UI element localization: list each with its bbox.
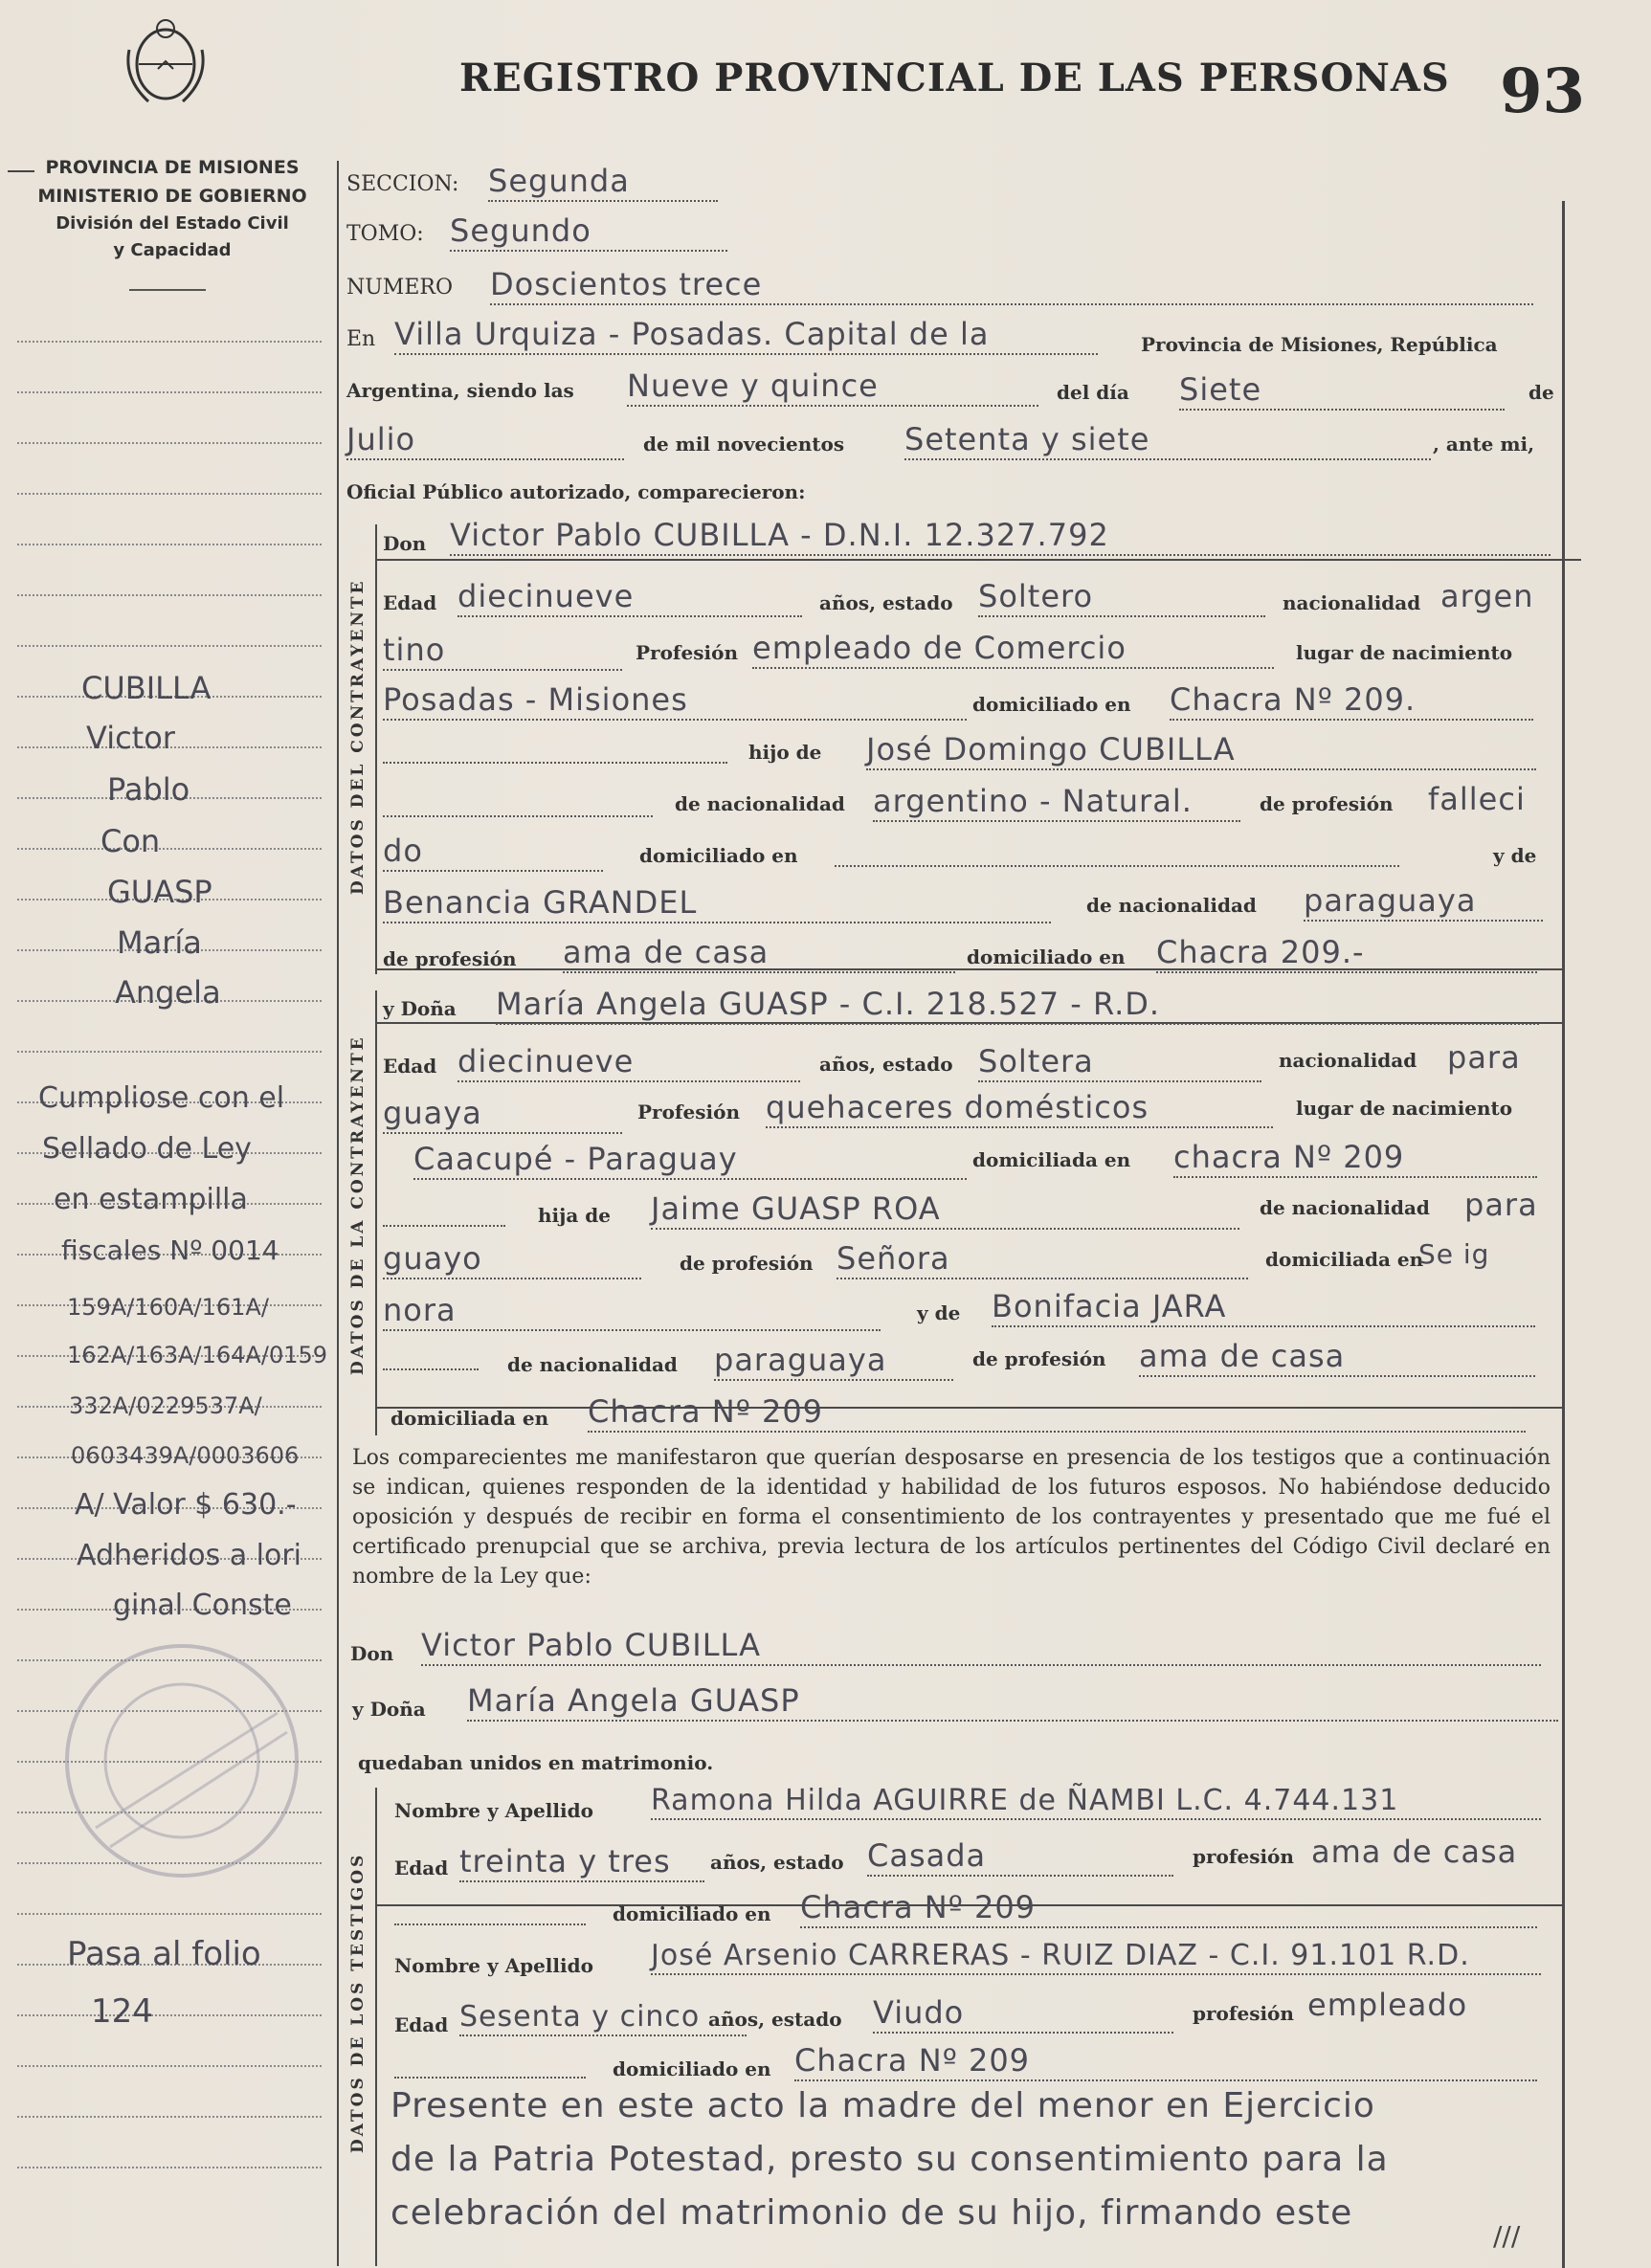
margin-note: ginal Conste: [113, 1589, 292, 1622]
contrayente2-padre-dom-cont: nora: [383, 1292, 881, 1331]
margin-rule: [17, 341, 322, 343]
coat-of-arms-icon: [120, 11, 212, 107]
hija-de-label: hija de: [538, 1204, 612, 1227]
contrayente2-bracket: [375, 990, 377, 1435]
side-label-contrayente2: DATOS DE LA CONTRAYENTE: [348, 1034, 368, 1375]
contrayente2-profesion: quehaceres domésticos: [766, 1089, 1273, 1128]
dia-value: Siete: [1179, 371, 1505, 411]
de-label: de: [1528, 381, 1554, 404]
contrayente2-padre-dom: Se ig: [1418, 1238, 1490, 1270]
nombre-apellido-label: Nombre y Apellido: [394, 1799, 593, 1822]
contrayente2-madre-prof: ama de casa: [1139, 1338, 1535, 1377]
domiciliada-label: domiciliada en: [390, 1407, 549, 1430]
profesion-label: Profesión: [637, 1101, 740, 1123]
dom-en-label: domiciliado en: [639, 844, 798, 867]
margin-note: Cumpliose con el: [38, 1081, 285, 1115]
margin-name: María: [117, 924, 202, 961]
folio-number: 93: [1500, 56, 1586, 127]
margin-rule: [17, 442, 322, 444]
margin-divider: [337, 161, 339, 2266]
closing-marks: ///: [1493, 2220, 1521, 2252]
blank-line: [383, 1225, 505, 1227]
de-nacionalidad-label: de nacionalidad: [675, 792, 845, 815]
don-label: Don: [383, 532, 427, 555]
page-title: REGISTRO PROVINCIAL DE LAS PERSONAS: [459, 56, 1450, 100]
numero-label: NUMERO: [346, 276, 453, 300]
contrayente2-domicilio: chacra Nº 209: [1173, 1139, 1537, 1178]
contrayente1-name: Victor Pablo CUBILLA - D.N.I. 12.327.792: [450, 517, 1551, 556]
profesion-label: profesión: [1193, 2002, 1294, 2025]
contrayente1-madre-prof: ama de casa: [563, 934, 955, 973]
de-nacionalidad-label: de nacionalidad: [1260, 1196, 1430, 1219]
margin-folio-number: 124: [91, 1992, 153, 2031]
domiciliado-label: domiciliado en: [972, 693, 1131, 716]
del-dia-label: del día: [1057, 381, 1129, 404]
lugar-value: Villa Urquiza - Posadas. Capital de la: [394, 316, 1098, 355]
rule: [375, 559, 1581, 561]
hijo-de-label: hijo de: [748, 741, 822, 764]
margin-note: fiscales Nº 0014: [61, 1234, 279, 1266]
anios-estado-label: años, estado: [710, 1851, 844, 1874]
edad-label: Edad: [394, 1857, 449, 1879]
seccion-value: Segunda: [488, 163, 718, 202]
oficial-text: Oficial Público autorizado, comparecieron:: [346, 480, 806, 503]
provincia-text: Provincia de Misiones, República: [1141, 333, 1498, 356]
margin-note: Sellado de Ley: [42, 1132, 252, 1166]
de-profesion-label: de profesión: [1260, 792, 1394, 815]
testigo2-edad: Sesenta y cinco: [459, 2000, 747, 2036]
margin-note: 0603439A/0003606: [71, 1442, 300, 1469]
office-block: [19, 153, 325, 264]
note-line-3: celebración del matrimonio de su hijo, firmando este: [390, 2193, 1353, 2233]
contrayente2-nacionalidad-cont: guaya: [383, 1095, 622, 1134]
office-capacity: y Capacidad: [113, 240, 232, 260]
testigo2-nombre: José Arsenio CARRERAS - RUIZ DIAZ - C.I. 91.101 R.D.: [651, 1939, 1541, 1975]
registry-stamp-icon: [57, 1608, 345, 1895]
contrayente-bracket: [375, 524, 377, 974]
mes-value: Julio: [346, 421, 624, 460]
contrayente1-domicilio: Chacra Nº 209.: [1170, 681, 1533, 721]
margin-rule: [17, 848, 322, 850]
domiciliado-label: domiciliado en: [613, 2057, 771, 2080]
margin-note: Adheridos a lori: [77, 1539, 302, 1572]
margin-rule: [17, 645, 322, 647]
note-line-1: Presente en este acto la madre del menor en Ejercicio: [390, 2086, 1375, 2125]
margin-folio-note: Pasa al folio: [67, 1935, 261, 1973]
contrayente1-profesion: empleado de Comercio: [752, 630, 1274, 669]
margin-rule: [17, 594, 322, 596]
margin-name: Con: [100, 823, 161, 859]
tomo-label: TOMO:: [346, 222, 424, 246]
nacionalidad-label: nacionalidad: [1279, 1049, 1417, 1072]
testigo1-nombre: Ramona Hilda AGUIRRE de ÑAMBI L.C. 4.744.131: [651, 1784, 1541, 1820]
anios-estado-label: años, estado: [819, 1053, 953, 1076]
contrayente2-edad: diecinueve: [457, 1043, 800, 1082]
margin-rule: [17, 2014, 322, 2016]
contrayente1-madre: Benancia GRANDEL: [383, 884, 1051, 923]
contrayente2-name: María Angela GUASP - C.I. 218.527 - R.D.: [496, 986, 1539, 1025]
de-profesion-label: de profesión: [680, 1252, 814, 1275]
lugar-nac-label: lugar de nacimiento: [1296, 641, 1513, 664]
ante-mi-label: , ante mi,: [1433, 433, 1535, 456]
contrayente1-padre-prof: falleci: [1428, 781, 1526, 817]
contrayente1-lugar-nac: Posadas - Misiones: [383, 681, 967, 721]
edad-label: Edad: [383, 591, 437, 614]
margin-rule: [17, 391, 322, 393]
edad-label: Edad: [383, 1055, 437, 1078]
edad-label: Edad: [394, 2013, 449, 2036]
note-line-2: de la Patria Potestad, presto su consentimiento para la: [390, 2140, 1389, 2179]
testigo1-edad: treinta y tres: [459, 1843, 704, 1882]
anios-estado-label: años, estado: [819, 591, 953, 614]
blank-line: [394, 2077, 586, 2079]
contrayente2-padre-nac: para: [1464, 1187, 1538, 1223]
dona-label: y Doña: [383, 997, 457, 1020]
testigos-bracket: [375, 1788, 377, 2266]
contrayente2-madre-nac: paraguaya: [714, 1342, 953, 1381]
y-de-label: y de: [917, 1301, 961, 1324]
unidos-text: quedaban unidos en matrimonio.: [358, 1751, 714, 1774]
numero-value: Doscientos trece: [490, 266, 1533, 305]
blank-line: [383, 1368, 479, 1370]
office-division: División del Estado Civil: [56, 213, 289, 233]
right-border: [1562, 201, 1565, 2268]
margin-note: 162A/163A/164A/0159: [67, 1342, 328, 1368]
de-nacionalidad-label: de nacionalidad: [507, 1353, 678, 1376]
contrayente1-padre: José Domingo CUBILLA: [866, 731, 1536, 770]
contrayente1-madre-nac: paraguaya: [1304, 882, 1543, 922]
office-ministry: MINISTERIO DE GOBIERNO: [37, 186, 307, 207]
contrayente1-edad: diecinueve: [457, 578, 802, 617]
testigo2-domicilio: Chacra Nº 209: [794, 2042, 1537, 2081]
nombre-apellido-label: Nombre y Apellido: [394, 1954, 593, 1977]
anio-value: Setenta y siete: [904, 421, 1431, 460]
testigo2-estado: Viudo: [873, 1994, 1173, 2034]
contrayente2-lugar-nac: Caacupé - Paraguay: [413, 1141, 967, 1180]
testigo1-estado: Casada: [867, 1837, 1173, 1877]
profesion-label: Profesión: [636, 641, 738, 664]
margin-rule: [17, 2116, 322, 2118]
margin-rule: [17, 2167, 322, 2168]
de-nacionalidad-label: de nacionalidad: [1086, 894, 1257, 917]
lugar-nac-label: lugar de nacimiento: [1296, 1097, 1513, 1120]
blank-line: [835, 865, 1399, 867]
margin-name: CUBILLA: [81, 670, 212, 706]
hora-value: Nueve y quince: [627, 367, 1038, 407]
contrayente1-padre-nac: argentino - Natural.: [873, 783, 1240, 822]
domiciliado-label: domiciliado en: [967, 945, 1126, 968]
y-de-label: y de: [1493, 844, 1537, 867]
en-label: En: [346, 327, 376, 351]
margin-name: Pablo: [107, 771, 190, 808]
nacionalidad-label: nacionalidad: [1283, 591, 1421, 614]
declaration-paragraph: Los comparecientes me manifestaron que querían desposarse en presencia de los testigos que a continuación se indican, quienes responden de la identidad y habilidad de los futuros esposos. No habiéndose deducido oposición y después de recibir en forma el consentimiento de los contrayentes y presentado que me fué el certificado prenupcial que se archiva, previa lectura de los artículos pertinentes del Código Civil declaré en nombre de la Ley que:: [352, 1446, 1551, 1589]
seccion-label: SECCION:: [346, 172, 459, 196]
margin-note: en estampilla: [54, 1183, 248, 1216]
domiciliada-label: domiciliada en: [1265, 1248, 1424, 1271]
testigo1-profesion: ama de casa: [1311, 1834, 1518, 1870]
blank-line: [383, 815, 653, 817]
blank-line: [383, 762, 727, 764]
contrayente2-padre-nac-cont: guayo: [383, 1240, 641, 1279]
margin-name: Angela: [115, 974, 221, 1011]
declaration-don: Victor Pablo CUBILLA: [421, 1627, 1541, 1666]
office-underline: [129, 289, 206, 291]
margin-rule: [17, 544, 322, 545]
contrayente2-madre: Bonifacia JARA: [992, 1288, 1535, 1327]
office-province: PROVINCIA DE MISIONES: [45, 157, 300, 178]
margin-name: GUASP: [107, 874, 212, 910]
contrayente1-nacionalidad: argen: [1440, 578, 1534, 614]
contrayente2-padre-prof: Señora: [837, 1240, 1248, 1279]
margin-name: Victor: [86, 720, 175, 756]
blank-line: [394, 1923, 586, 1925]
anios-estado-label: años, estado: [708, 2008, 842, 2031]
de-mil-label: de mil novecientos: [643, 433, 845, 456]
side-label-testigos: DATOS DE LOS TESTIGOS: [348, 1852, 368, 2153]
margin-rule: [17, 1913, 322, 1915]
domiciliada-label: domiciliada en: [972, 1148, 1131, 1171]
de-profesion-label: de profesión: [972, 1347, 1106, 1370]
contrayente1-nacionalidad-cont: tino: [383, 632, 622, 671]
contrayente2-estado: Soltera: [978, 1043, 1261, 1082]
dona-label: y Doña: [352, 1698, 426, 1721]
contrayente2-madre-dom: Chacra Nº 209: [588, 1393, 1526, 1433]
margin-rule: [17, 493, 322, 495]
domiciliado-label: domiciliado en: [613, 1902, 771, 1925]
margin-note: 159A/160A/161A/: [67, 1294, 269, 1321]
contrayente2-padre: Jaime GUASP ROA: [651, 1190, 1239, 1230]
margin-rule: [17, 1051, 322, 1053]
testigo2-profesion: empleado: [1307, 1987, 1468, 2023]
margin-rule: [17, 2065, 322, 2067]
de-profesion-label: de profesión: [383, 947, 517, 970]
profesion-label: profesión: [1193, 1845, 1294, 1868]
contrayente1-padre-prof-cont: do: [383, 833, 603, 872]
testigo1-domicilio: Chacra Nº 209: [800, 1889, 1537, 1928]
contrayente1-madre-dom: Chacra 209.-: [1156, 934, 1537, 973]
margin-note: 332A/0229537A/: [69, 1392, 262, 1419]
declaration-dona: María Angela GUASP: [467, 1682, 1558, 1722]
argentina-text: Argentina, siendo las: [346, 379, 574, 402]
don-label: Don: [350, 1642, 394, 1665]
tomo-value: Segundo: [450, 212, 727, 252]
contrayente2-nacionalidad: para: [1447, 1039, 1521, 1076]
contrayente1-estado: Soltero: [978, 578, 1265, 617]
side-label-contrayente: DATOS DEL CONTRAYENTE: [348, 578, 368, 895]
margin-note: A/ Valor $ 630.-: [75, 1488, 297, 1522]
